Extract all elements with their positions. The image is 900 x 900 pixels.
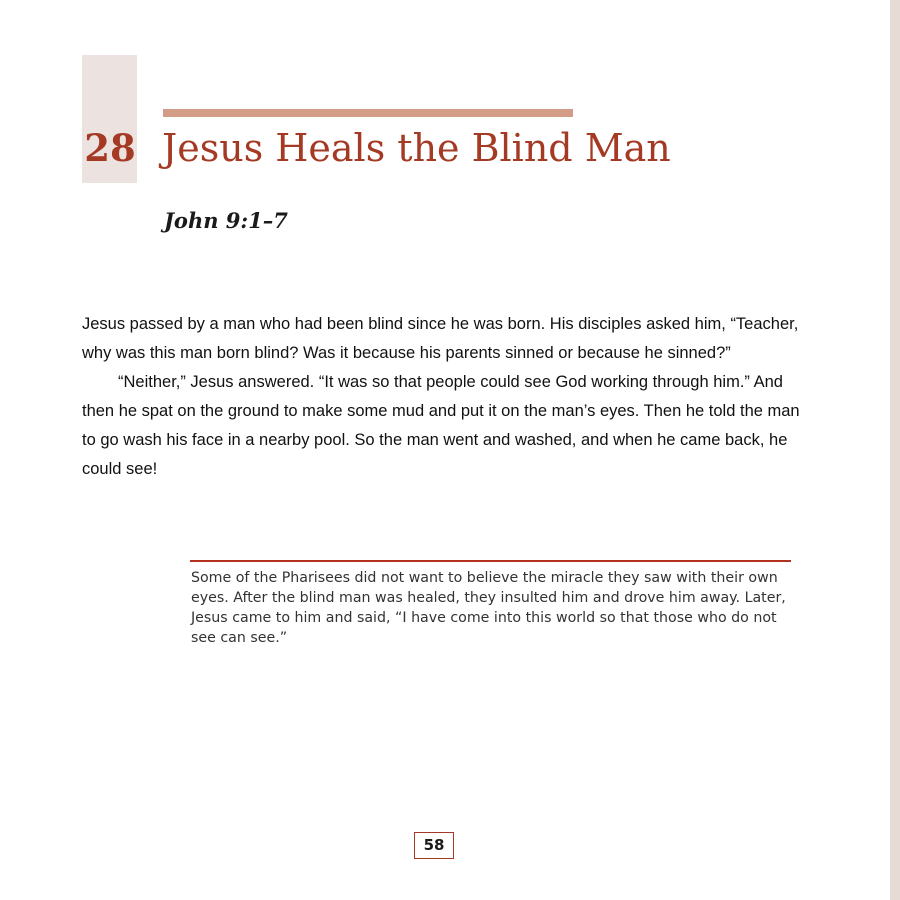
title-rule bbox=[163, 109, 573, 117]
note-divider bbox=[190, 560, 791, 562]
page-edge-strip bbox=[890, 0, 900, 900]
story-paragraph: “Neither,” Jesus answered. “It was so that people could see God working through him.” And then he spat on the ground to make some mud and put it on the man’s eyes. Then he told the man to go wash his face in a nearby pool. So the man went and washed, and when he came back, he could see! bbox=[82, 373, 800, 478]
scripture-reference: John 9:1–7 bbox=[164, 208, 288, 233]
sidebar-note: Some of the Pharisees did not want to believe the miracle they saw with their own eyes. After the blind man was healed, they insulted him and drove him away. Later, Jesus came to him and said, “I have come into this world so that those who do not see can see.” bbox=[191, 570, 786, 646]
story-paragraph: Jesus passed by a man who had been blind since he was born. His disciples asked him, “Teacher, why was this man born blind? Was it because his parents sinned or because he sinned?” bbox=[82, 315, 799, 362]
chapter-number: 28 bbox=[84, 126, 136, 170]
story-body bbox=[82, 310, 808, 484]
chapter-title: Jesus Heals the Blind Man bbox=[162, 126, 671, 170]
page-number: 58 bbox=[414, 832, 454, 859]
